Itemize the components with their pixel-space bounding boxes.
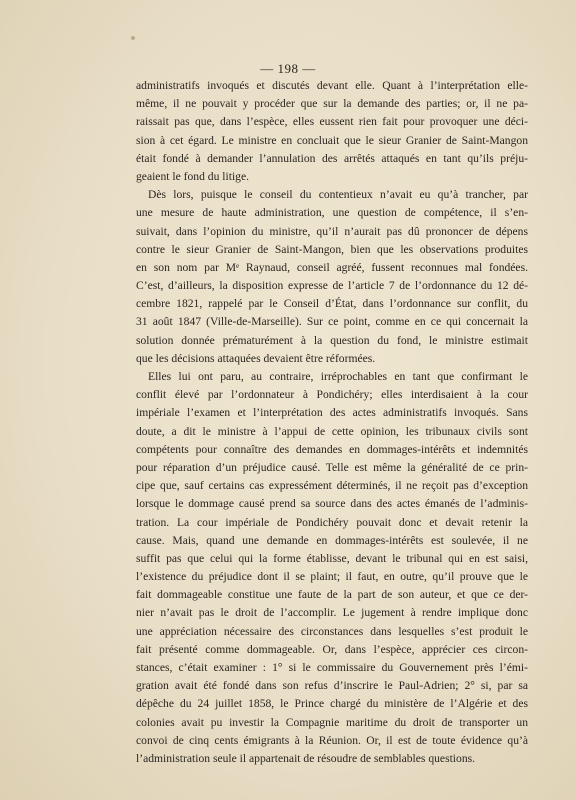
text-line: Dès lors, puisque le conseil du contentieux n’avait eu qu’à trancher, par — [148, 188, 528, 202]
text-line: doute, a dit le ministre à l’appui de cette opinion, les tribunaux civils sont — [136, 424, 528, 438]
text-line: était fondé à demander l’annulation des arrêtés attaqués en tant qu’ils préju- — [136, 151, 528, 165]
text-line: conflit élevé par l’ordonnateur à Pondichéry; elles interdisaient à la cour — [136, 388, 528, 402]
text-line: suffit pas que celui qui la forme établisse, devant le tribunal qui en est saisi, — [136, 551, 528, 565]
text-line: solution donnée prématurément à la question du fond, le ministre estimait — [136, 333, 528, 347]
text-line: sion à cet égard. Le ministre en concluait que le sieur Granier de Saint-Mangon — [136, 133, 528, 147]
text-line: l’administration seule il appartenait de résoudre de semblables questions. — [136, 751, 476, 765]
body-text — [136, 77, 528, 768]
text-line: l’existence du préjudice dont il se plaint; il faut, en outre, qu’il prouve que le — [136, 570, 528, 584]
text-line: cipe que, sauf certains cas expressément déterminés, il ne reçoit pas d’exception — [136, 479, 528, 493]
text-line: cembre 1821, rappelé par le Conseil d’État, dans l’ordonnance sur conflit, du — [136, 297, 528, 311]
text-line: C’est, d’ailleurs, la disposition expresse de l’article 7 de l’ordonnance du 12 dé- — [136, 279, 528, 293]
text-line: contre le sieur Granier de Saint-Mangon, bien que les observations produites — [136, 242, 528, 256]
text-line: administratifs invoqués et discutés devant elle. Quant à l’interprétation elle- — [136, 79, 528, 92]
text-line: colonies avait pu investir la Compagnie maritime du droit de transporter un — [136, 715, 528, 729]
text-line: cause. Mais, quand une demande en dommages-intérêts est soulevée, il ne — [136, 533, 528, 547]
text-line: lorsque le dommage causé prend sa source dans des actes émanés de l’adminis- — [136, 497, 528, 511]
text-line: une mesure de haute administration, une question de compétence, il s’en- — [136, 206, 528, 220]
text-line: que les décisions attaquées devaient être réformées. — [136, 351, 376, 365]
page-number: — 198 — — [260, 61, 316, 76]
text-line: même, il ne pouvait y procéder que sur la demande des parties; or, il ne pa- — [136, 97, 528, 111]
text-line: en son nom par Mᵉ Raynaud, conseil agréé, fussent reconnues mal fondées. — [136, 260, 528, 274]
text-line: une appréciation nécessaire des circonstances dans lesquelles s’est produit le — [136, 624, 528, 638]
text-line: Elles lui ont paru, au contraire, irréprochables en tant que confirmant le — [148, 370, 528, 383]
text-line: suivait, dans l’opinion du ministre, qu’il n’aurait pas dû prononcer de dépens — [136, 224, 528, 238]
text-line: compétents pour connaître des demandes en dommages-intérêts et indemnités — [136, 442, 528, 456]
text-line: fait dommageable constitue une faute de la part de son auteur, et que ce der- — [136, 588, 528, 602]
text-line: stances, c’était examiner : 1° si le commissaire du Gouvernement près l’émi- — [136, 661, 528, 674]
text-line: tration. La cour impériale de Pondichéry pouvait donc et devait retenir la — [136, 515, 528, 529]
text-line: impériale l’examen et l’interprétation des actes administratifs invoqués. Sans — [136, 406, 528, 420]
text-line: raissait pas que, dans l’espèce, elles eussent rien fait pour provoquer une déci- — [136, 115, 528, 129]
text-line: geaient le fond du litige. — [136, 169, 250, 183]
text-line: gration avait été fondé dans son refus d’inscrire le Paul-Adrien; 2° si, par sa — [136, 679, 528, 693]
text-line: pour réparation d’un préjudice causé. Telle est même la généralité de ce prin- — [136, 460, 528, 474]
text-line: nier n’avait pas le droit de l’accomplir. Le jugement à rendre implique donc — [136, 606, 528, 620]
paper-speck — [131, 36, 135, 40]
text-line: fait présenté comme dommageable. Or, dans l’espèce, apprécier ces circon- — [136, 642, 528, 656]
text-line: 31 août 1847 (Ville-de-Marseille). Sur ce point, comme en ce qui concernait la — [136, 315, 528, 329]
text-line: convoi de cinq cents émigrants à la Réunion. Or, il est de toute évidence qu’à — [136, 733, 528, 747]
text-line: dépêche du 24 juillet 1858, le Prince chargé du ministère de l’Algérie et des — [136, 697, 528, 711]
